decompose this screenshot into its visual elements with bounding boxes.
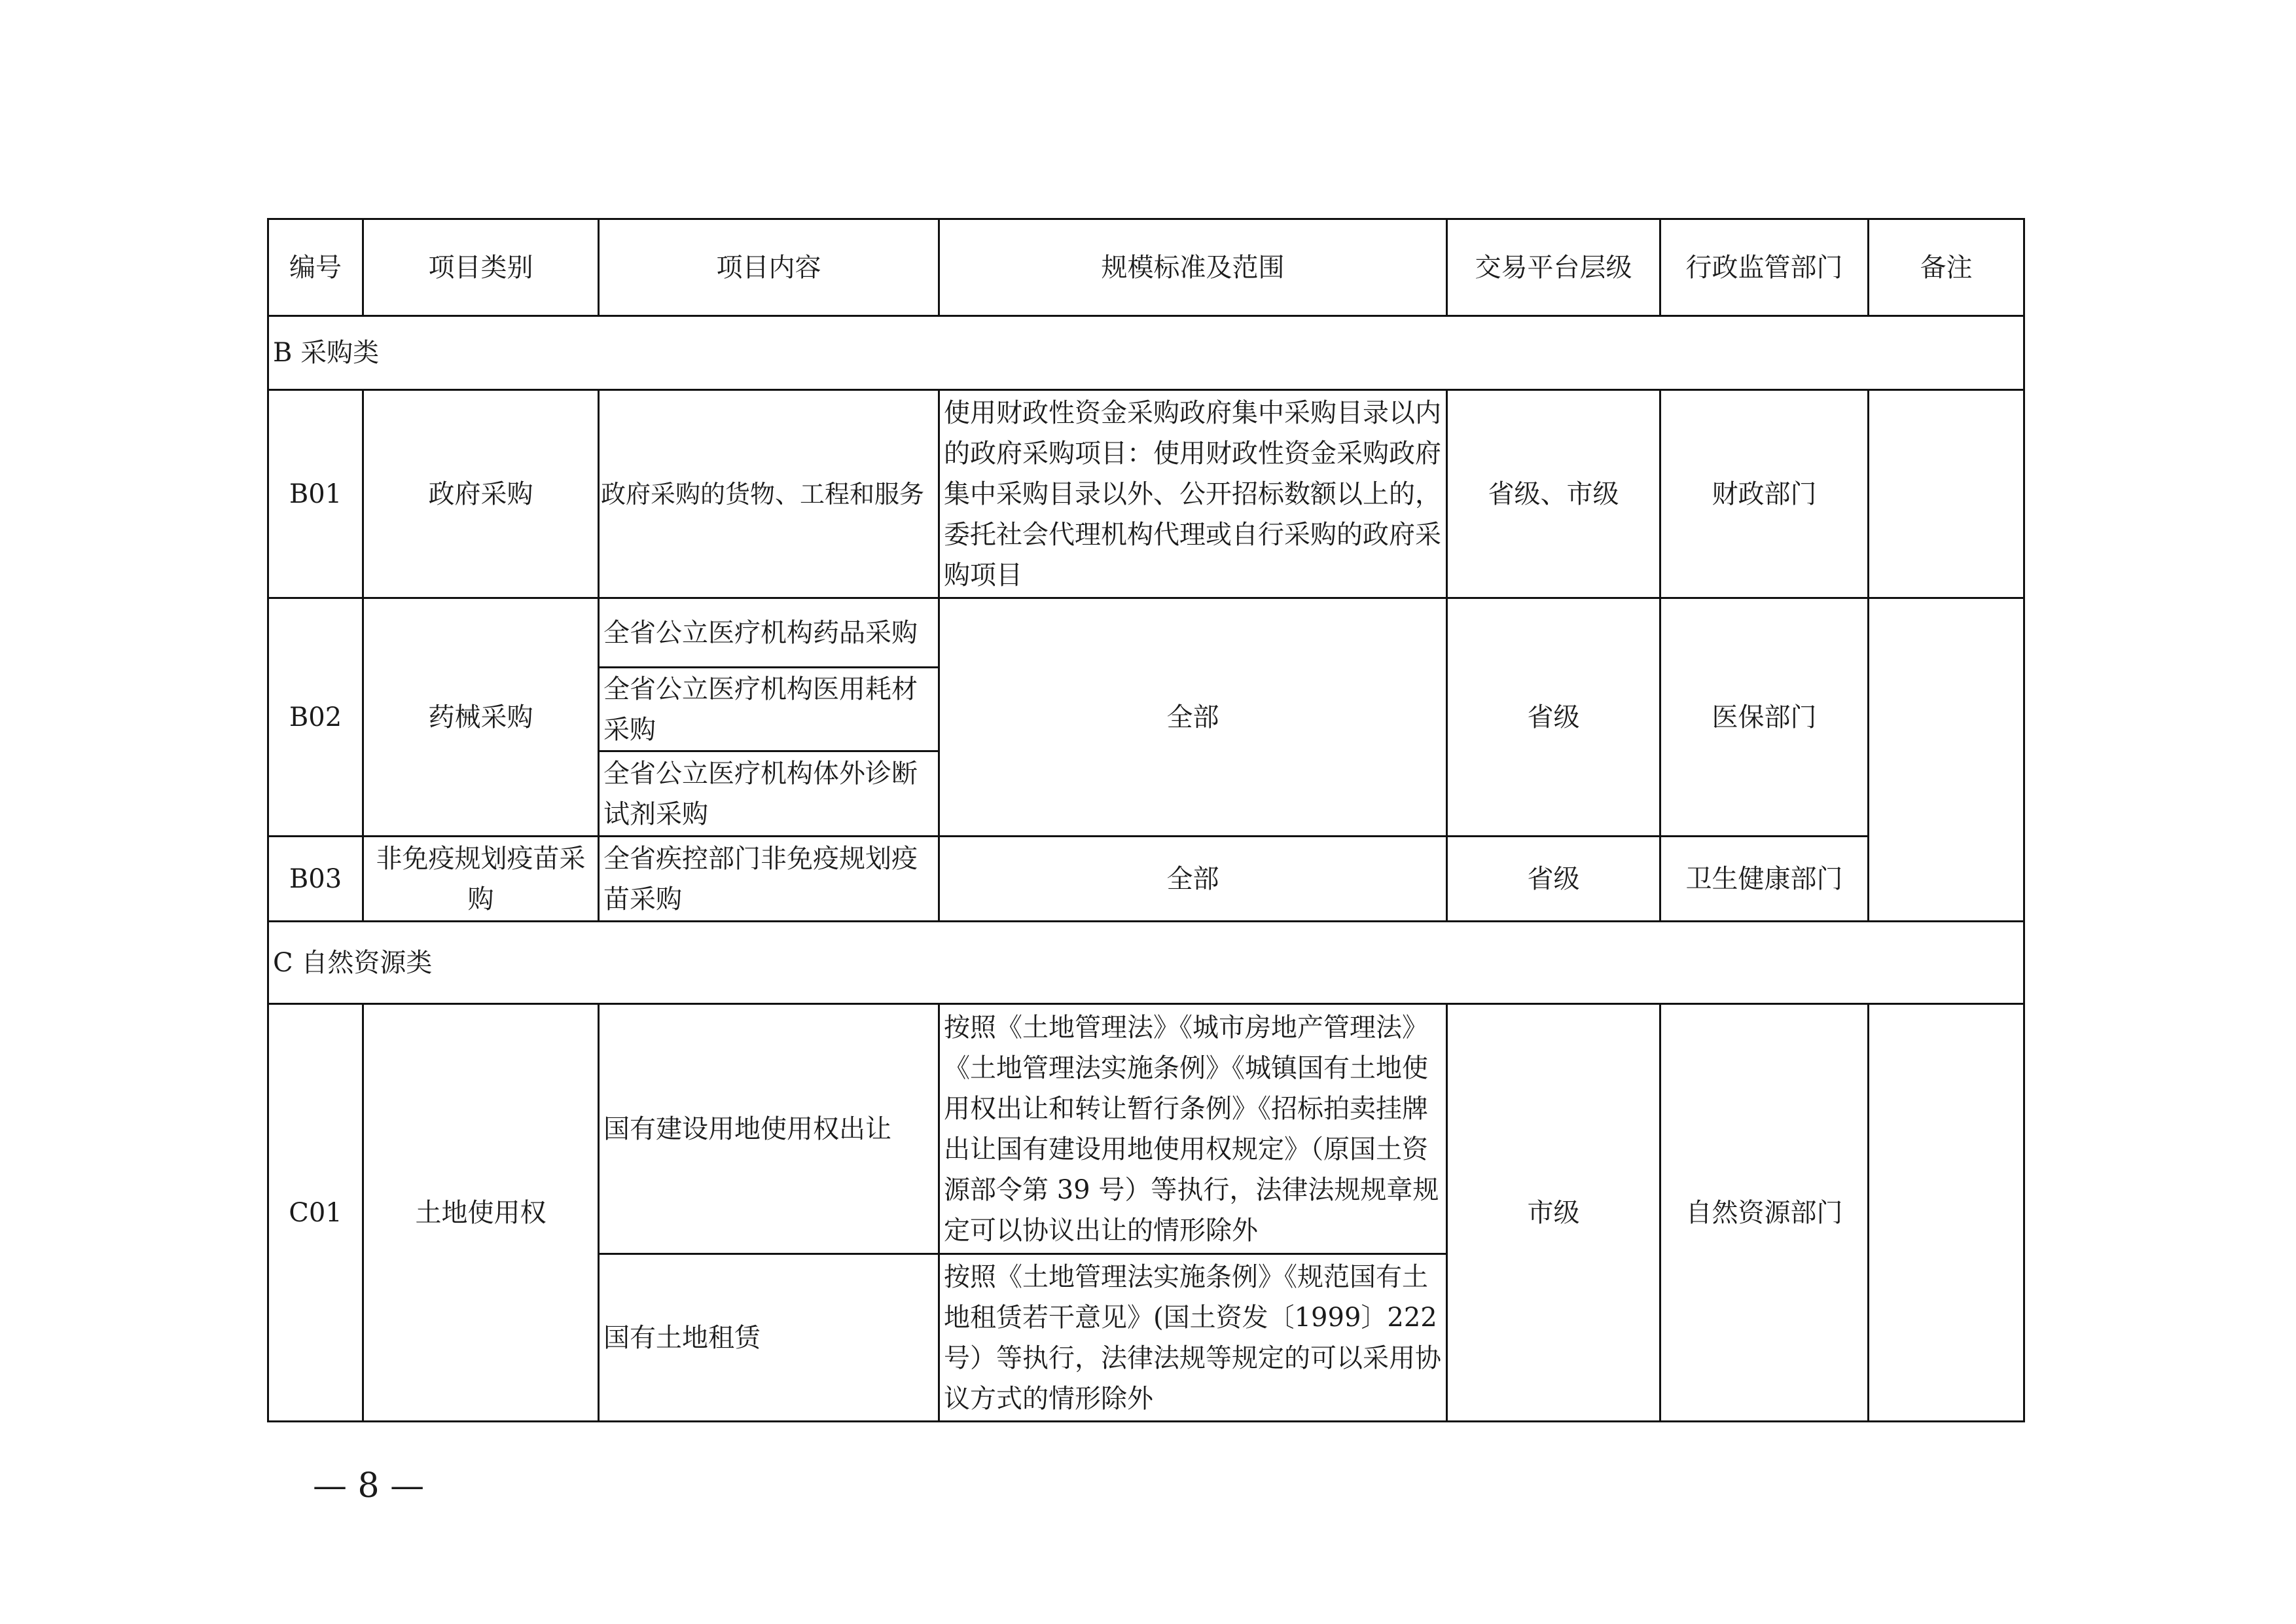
table-row-b01 [268,390,2024,598]
table-row-b03 [268,837,2024,922]
header-scope: 规模标准及范围 [939,219,1447,316]
cell-note [1869,1004,2024,1422]
header-row [268,219,2024,316]
cell-dept: 卫生健康部门 [1660,837,1869,922]
catalog-table [267,218,2025,1422]
cell-platform: 省级 [1447,837,1660,922]
cell-platform: 市级 [1447,1004,1660,1422]
cell-no: B03 [268,837,363,922]
cell-category: 药械采购 [363,598,599,837]
cell-scope: 按照《土地管理法》《城市房地产管理法》《土地管理法实施条例》《城镇国有土地使用权出让和转让暂行条例》《招标拍卖挂牌出让国有建设用地使用权规定》（原国土资源部令第 39 号）等执行，法律法规规章规定可以协议出让的情形除外 [939,1004,1447,1254]
header-note: 备注 [1869,219,2024,316]
cell-scope: 全部 [939,837,1447,922]
cell-scope: 全部 [939,598,1447,837]
cell-platform: 省级 [1447,598,1660,837]
cell-no: B02 [268,598,363,837]
cell-content: 政府采购的货物、工程和服务 [599,390,939,598]
header-content: 项目内容 [599,219,939,316]
cell-content: 全省公立医疗机构药品采购 [599,598,939,668]
cell-content: 国有建设用地使用权出让 [599,1004,939,1254]
cell-dept: 医保部门 [1660,598,1869,837]
cell-dept: 财政部门 [1660,390,1869,598]
section-title-c: C 自然资源类 [268,922,2024,1004]
header-category: 项目类别 [363,219,599,316]
page-number: — 8 — [313,1466,425,1506]
cell-note [1869,390,2024,598]
table-row-b02 [268,598,2024,668]
header-platform: 交易平台层级 [1447,219,1660,316]
cell-content: 全省疾控部门非免疫规划疫苗采购 [599,837,939,922]
cell-note [1869,598,2024,922]
cell-no: C01 [268,1004,363,1422]
header-no: 编号 [268,219,363,316]
section-row-c [268,922,2024,1004]
cell-content: 全省公立医疗机构医用耗材采购 [599,668,939,751]
cell-dept: 自然资源部门 [1660,1004,1869,1422]
cell-scope: 按照《土地管理法实施条例》《规范国有土地租赁若干意见》(国土资发〔1999〕222 号）等执行，法律法规等规定的可以采用协议方式的情形除外 [939,1254,1447,1422]
table-row-c01 [268,1004,2024,1254]
cell-content: 国有土地租赁 [599,1254,939,1422]
section-title-b: B 采购类 [268,316,2024,390]
cell-category: 土地使用权 [363,1004,599,1422]
section-row-b [268,316,2024,390]
cell-scope: 使用财政性资金采购政府集中采购目录以内的政府采购项目：使用财政性资金采购政府集中采购目录以外、公开招标数额以上的，委托社会代理机构代理或自行采购的政府采购项目 [939,390,1447,598]
cell-content: 全省公立医疗机构体外诊断试剂采购 [599,751,939,837]
header-dept: 行政监管部门 [1660,219,1869,316]
cell-platform: 省级、市级 [1447,390,1660,598]
cell-category: 非免疫规划疫苗采购 [363,837,599,922]
cell-category: 政府采购 [363,390,599,598]
cell-no: B01 [268,390,363,598]
